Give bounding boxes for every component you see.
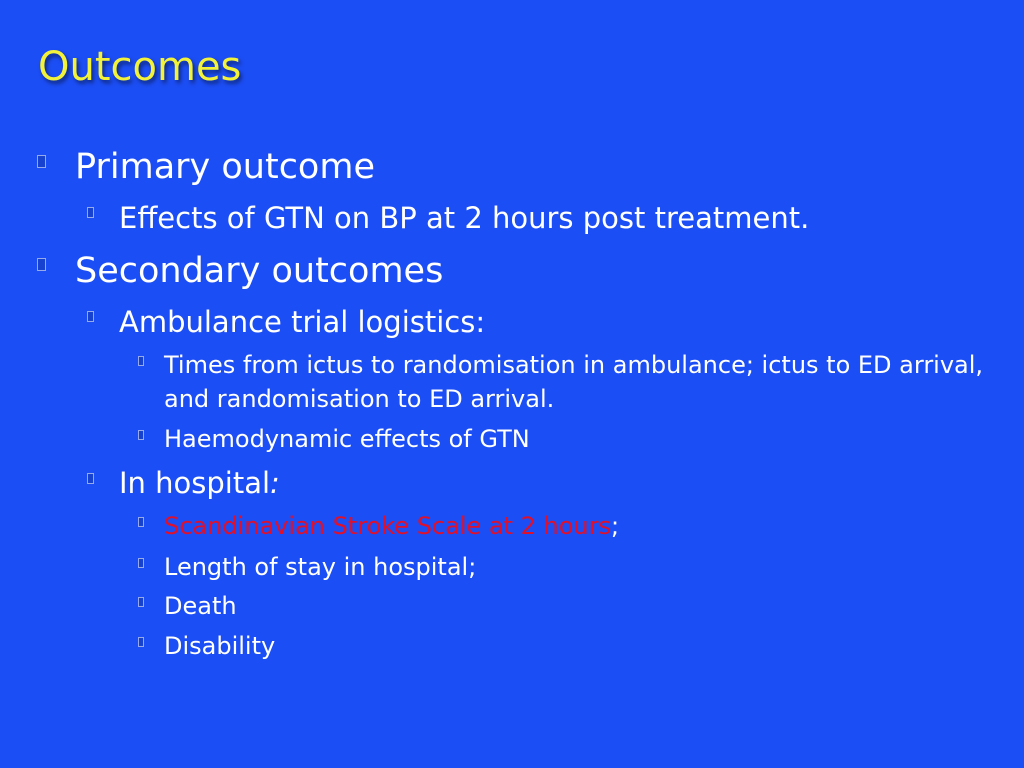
primary-outcome-detail: Effects of GTN on BP at 2 hours post treatment. — [119, 201, 810, 235]
death-text: Death — [164, 592, 237, 620]
bullet-box-icon — [138, 430, 144, 440]
bullet-box-icon — [87, 207, 94, 218]
in-hospital-label: In hospital — [119, 466, 271, 500]
bullet-box-icon — [37, 258, 46, 271]
sss-suffix: ; — [611, 512, 620, 540]
bullet-box-icon — [37, 155, 46, 168]
sss-item — [164, 509, 619, 543]
disability-text: Disability — [164, 632, 276, 660]
bullet-box-icon — [138, 597, 144, 607]
bullet-box-icon — [138, 517, 144, 527]
haemodynamic-effects-text: Haemodynamic effects of GTN — [164, 425, 530, 453]
slide-title: Outcomes — [38, 44, 242, 90]
primary-outcome-heading: Primary outcome — [75, 147, 375, 187]
ambulance-times-text: Times from ictus to randomisation in ambulance; ictus to ED arrival, and randomisation to ED arrival. — [164, 351, 984, 413]
length-of-stay-text: Length of stay in hospital; — [164, 553, 477, 581]
in-hospital-colon: : — [270, 466, 280, 500]
bullet-box-icon — [138, 637, 144, 647]
secondary-outcomes-heading: Secondary outcomes — [75, 251, 444, 291]
bullet-box-icon — [87, 473, 94, 484]
in-hospital-heading — [119, 465, 280, 501]
bullet-box-icon — [138, 356, 144, 366]
sss-highlight-text: Scandinavian Stroke Scale at 2 hours — [164, 512, 612, 540]
bullet-box-icon — [138, 558, 144, 568]
ambulance-logistics-heading: Ambulance trial logistics: — [119, 305, 486, 339]
bullet-box-icon — [87, 311, 94, 322]
